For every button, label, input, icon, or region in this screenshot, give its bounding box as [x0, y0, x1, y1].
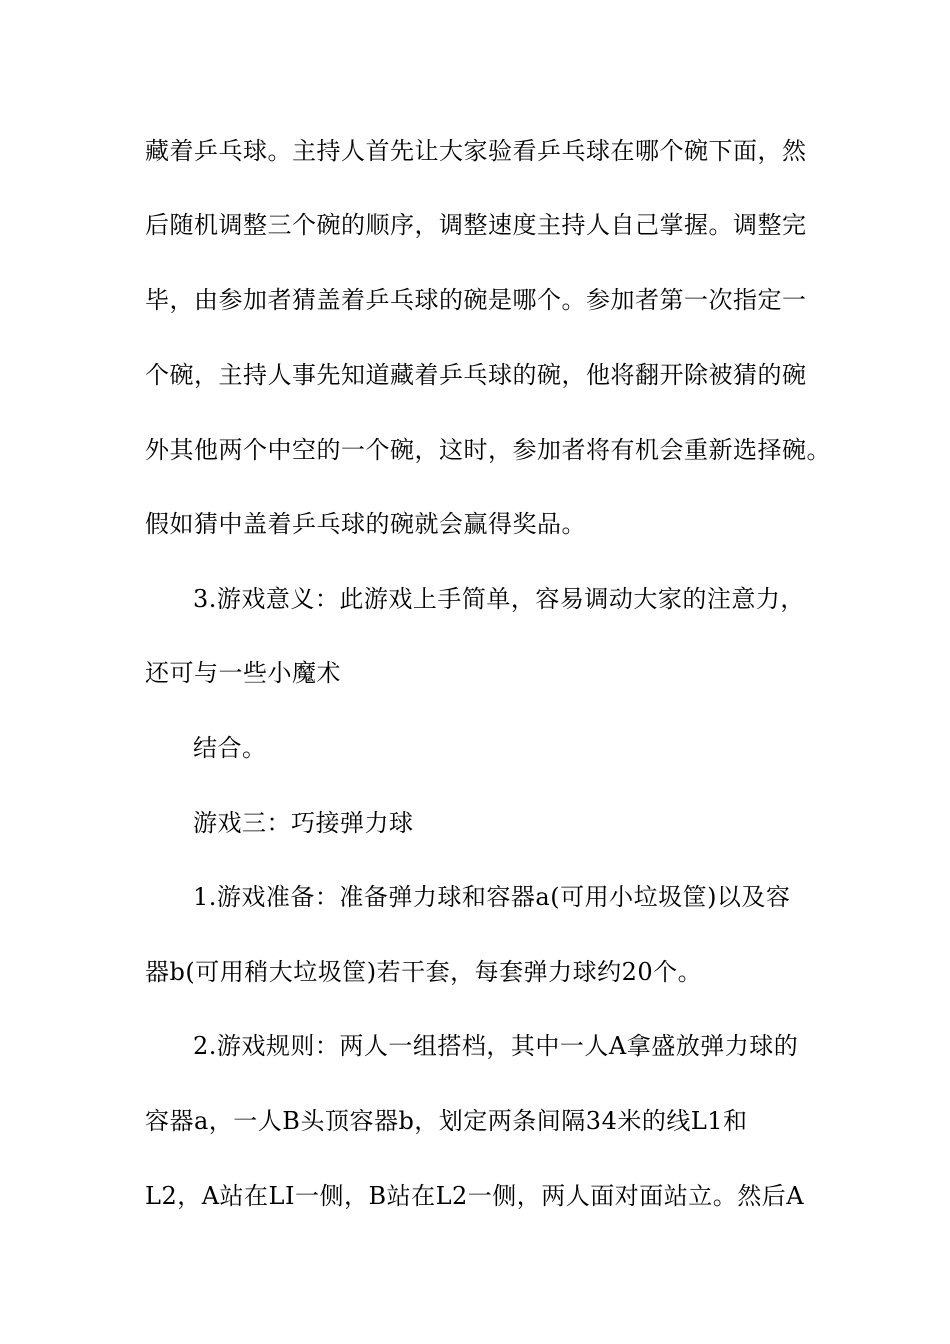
section-line: 1.游戏准备：准备弹力球和容器a(可用小垃圾筐)以及容	[193, 883, 791, 911]
paragraph-line: L2，A站在LI一侧，B站在L2一侧，两人面对面站立。然后A	[145, 1182, 805, 1210]
paragraph-line: 结合。	[193, 734, 267, 762]
paragraph-line: 毕，由参加者猜盖着乒乓球的碗是哪个。参加者第一次指定一	[145, 286, 807, 314]
section-line: 3.游戏意义：此游戏上手简单，容易调动大家的注意力，	[193, 585, 805, 613]
paragraph-line: 个碗，主持人事先知道藏着乒乓球的碗，他将翻开除被猜的碗	[145, 361, 807, 389]
paragraph-line: 容器a，一人B头顶容器b，划定两条间隔34米的线L1和	[145, 1107, 748, 1135]
paragraph-line: 藏着乒乓球。主持人首先让大家验看乒乓球在哪个碗下面，然	[145, 137, 807, 165]
paragraph-line: 假如猜中盖着乒乓球的碗就会赢得奖品。	[145, 510, 586, 538]
paragraph-line: 还可与一些小魔术	[145, 659, 341, 687]
paragraph-line: 器b(可用稍大垃圾筐)若干套，每套弹力球约20个。	[145, 958, 703, 986]
section-line: 2.游戏规则：两人一组搭档，其中一人A拿盛放弹力球的	[193, 1032, 799, 1060]
paragraph-line: 外其他两个中空的一个碗，这时，参加者将有机会重新选择碗。	[145, 436, 831, 464]
paragraph-line: 后随机调整三个碗的顺序，调整速度主持人自己掌握。调整完	[145, 211, 807, 239]
section-heading: 游戏三：巧接弹力球	[193, 809, 414, 837]
